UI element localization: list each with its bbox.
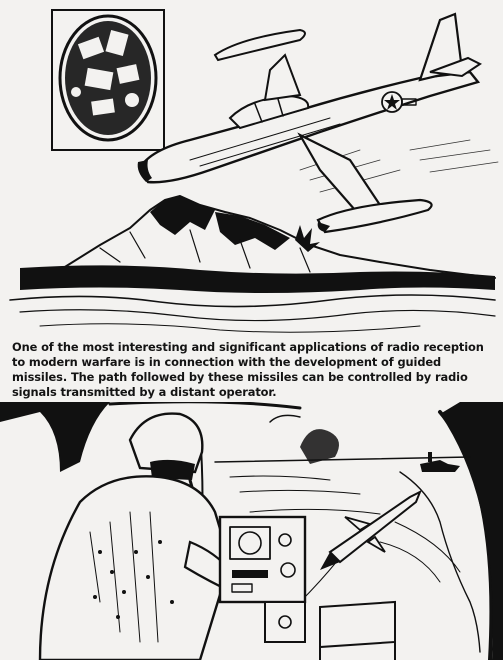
missile-operator-illustration (0, 402, 503, 660)
missile-electronics-inset (52, 10, 164, 150)
guided-missile (300, 492, 420, 602)
illustration-caption: One of the most interesting and significant applications of radio reception to modern warfare is in connection with the development of guided missiles. The path followed by these missiles can be controlled by radio signals transmitted by a distant operator. (12, 340, 484, 399)
mountain-range (10, 196, 495, 332)
